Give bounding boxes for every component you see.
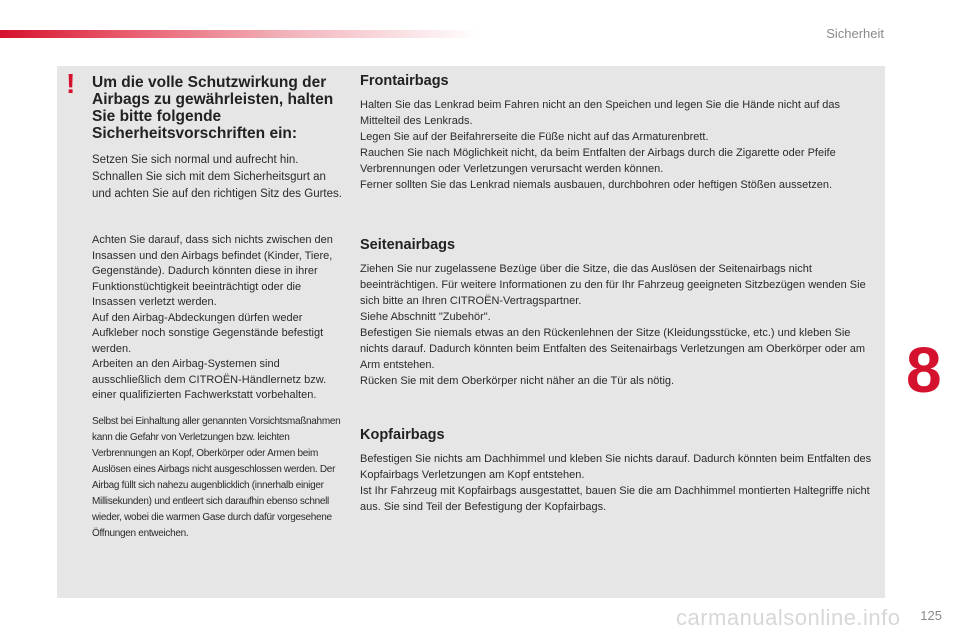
kopfairbags-title: Kopfairbags (360, 427, 445, 443)
frontairbags-section (360, 73, 880, 193)
section-title: Sicherheit (826, 26, 884, 41)
frontairbags-body: Halten Sie das Lenkrad beim Fahren nicht an den Speichen und legen Sie die Hände nicht auf das Mittelteil des Lenkrads. Legen Sie auf der Beifahrerseite die Füße nicht auf das Armaturenbrett. Rauchen Sie nach Möglichkeit nicht, da beim Entfalten der Airbags durch die Zigarette oder Pfeife Verbrennungen oder Verletzungen verursacht werden können. Ferner sollten Sie das Lenkrad niemals ausbauen, durchbohren oder heftigen Stößen aussetzen. (360, 99, 841, 191)
page-number: 125 (920, 608, 942, 623)
kopfairbags-body: Befestigen Sie nichts am Dachhimmel und kleben Sie nichts darauf. Dadurch könnten beim Entfalten des Kopfairbags Verletzungen am Kopf entstehen. Ist Ihr Fahrzeug mit Kopfairbags ausgestattet, bauen Sie die am Dachhimmel montierten Haltegriffe nicht aus. Sie sind Teil der Befestigung der Kopfairbags. (360, 453, 872, 513)
watermark: carmanualsonline.info (676, 605, 901, 630)
seitenairbags-section (360, 237, 880, 389)
header-accent-bar (0, 30, 480, 38)
safety-heading: Um die volle Schutzwirkung der Airbags zu gewährleisten, halten Sie bitte folgende Sicherheitsvorschriften ein: (92, 74, 334, 142)
seating-paragraph: Setzen Sie sich normal und aufrecht hin. Schnallen Sie sich mit dem Sicherheitsgurt an und achten Sie auf den richtigen Sitz des Gurtes. (92, 154, 342, 200)
warning-exclamation-icon: ! (66, 68, 76, 99)
seitenairbags-body: Ziehen Sie nur zugelassene Bezüge über die Sitze, die das Auslösen der Seitenairbags nicht beeinträchtigen. Für weitere Informationen zu den für Ihr Fahrzeug geeigneten Sitzbezügen wenden Sie sich bitte an Ihren CITROËN-Vertragspartner. Siehe Abschnitt "Zubehör". Befestigen Sie niemals etwas an den Rückenlehnen der Sitze (Kleidungsstücke, etc.) und kleben Sie nichts darauf. Dadurch könnten beim Entfalten des Seitenairbags Verletzungen am Oberkörper oder am Arm entstehen. Rücken Sie mit dem Oberkörper nicht näher an die Tür als nötig. (360, 263, 866, 387)
residual-risk-paragraph: Selbst bei Einhaltung aller genannten Vorsichtsmaßnahmen kann die Gefahr von Verletzungen bzw. leichten Verbrennungen an Kopf, Oberkörper oder Armen beim Auslösen eines Airbags nicht ausgeschlossen werden. Der Airbag füllt sich nahezu augenblicklich (innerhalb einiger Millisekunden) und entleert sich daraufhin ebenso schnell wieder, wobei die warmen Gase durch dafür vorgesehene Öffnungen entweichen. (92, 415, 341, 539)
chapter-number: 8 (906, 334, 942, 406)
seitenairbags-title: Seitenairbags (360, 237, 456, 253)
frontairbags-title: Frontairbags (360, 73, 449, 89)
kopfairbags-section (360, 427, 880, 515)
obstruction-paragraph: Achten Sie darauf, dass sich nichts zwischen den Insassen und den Airbags befindet (Kinder, Tiere, Gegenstände). Dadurch könnten diese in ihrer Funktionstüchtigkeit beeinträchtigt oder die Insassen verletzt werden. Auf den Airbag-Abdeckungen dürfen weder Aufkleber noch sonstige Gegenstände befestigt werden. Arbeiten an den Airbag-Systemen sind ausschließlich dem CITROËN-Händlernetz bzw. einer qualifizierten Fachwerkstatt vorbehalten. (92, 234, 333, 401)
safety-notes-column (92, 74, 344, 542)
